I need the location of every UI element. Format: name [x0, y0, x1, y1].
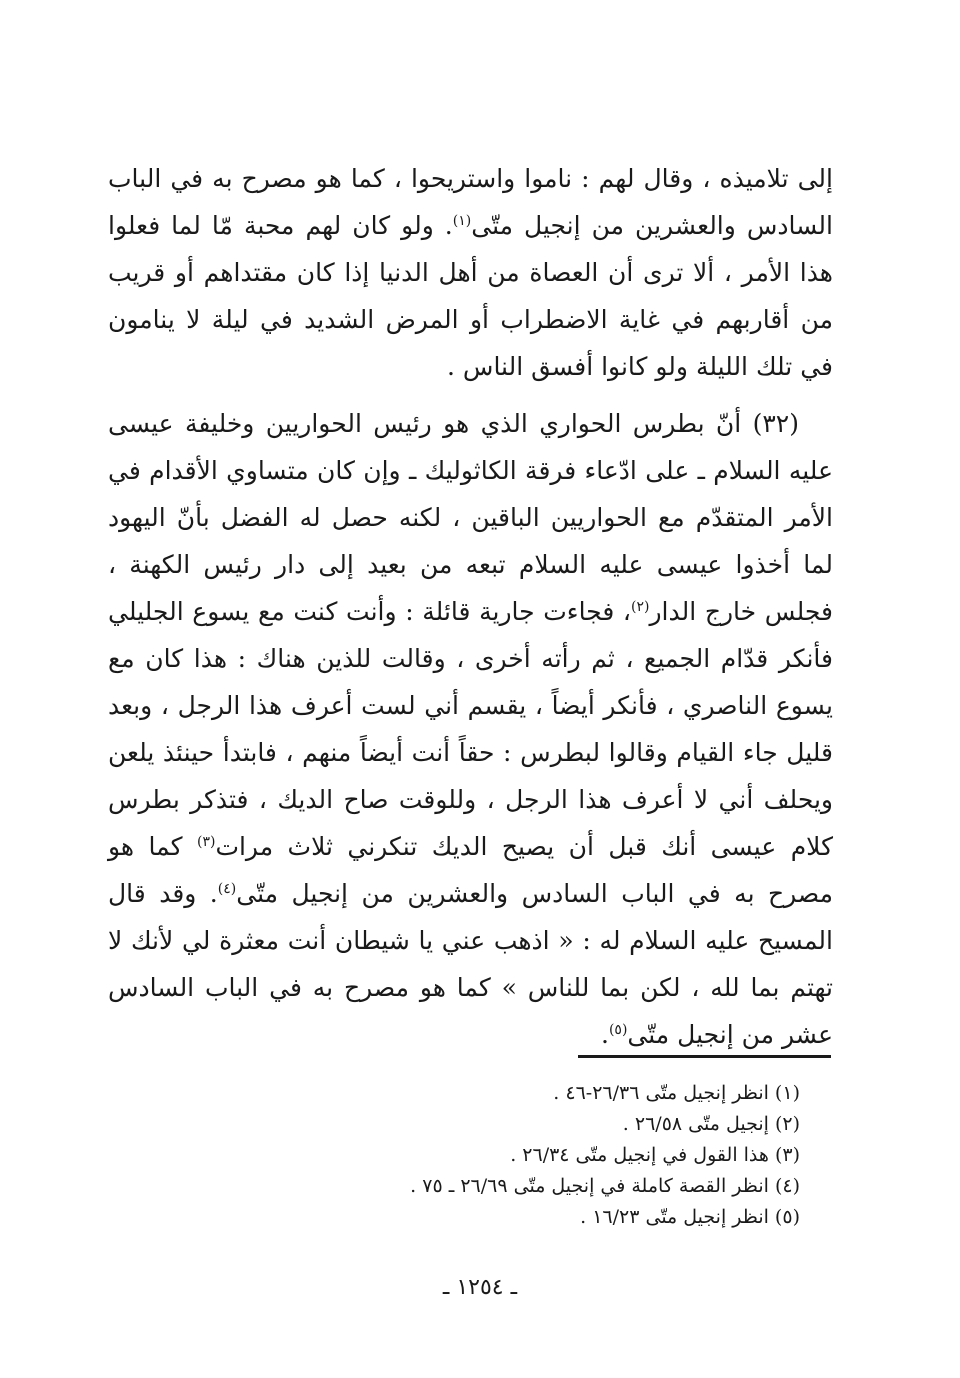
- paragraph-2-text-d: . وقد قال المسيح عليه السلام له : « اذهب عني يا شيطان أنت معثرة لي لأنك لا تهتم بما لله ، لكن بما للناس » كما هو مصرح به في الباب السادس عشر من إنجيل متّى: [108, 879, 833, 1049]
- footnote-separator: [578, 1055, 831, 1058]
- footnote-2: (٢) إنجيل متّى ٢٦/٥٨ .: [622, 1113, 800, 1135]
- footnotes-list: [300, 1078, 800, 1233]
- paragraph-2-end: .: [601, 1020, 609, 1049]
- paragraph-2-text-a: (٣٢) أنّ بطرس الحواري الذي هو رئيس الحواريين وخليفة عيسى عليه السلام ـ على ادّعاء فرقة الكاثوليك ـ وإن كان متساوي الأقدام في الأمر المتقدّم مع الحواريين الباقين ، لكنه حصل له الفضل بأنّ اليهود لما أخذوا عيسى عليه السلام تبعه من بعيد إلى دار رئيس الكهنة ، فجلس خارج الدار: [108, 409, 833, 626]
- page-number: ـ ١٢٥٤ ـ: [442, 1275, 518, 1300]
- footnote-ref-5: (٥): [608, 1022, 628, 1038]
- footnote-ref-4: (٤): [217, 881, 237, 897]
- footnote-3: (٣) هذا القول في إنجيل متّى ٢٦/٣٤ .: [510, 1144, 800, 1166]
- paragraph-1: [108, 155, 833, 390]
- paragraph-2-text-b: ، فجاءت جارية قائلة : وأنت كنت مع يسوع الجليلي فأنكر قدّام الجميع ، ثم رأته أخرى ، وقالت للذين هناك : هذا كان مع يسوع الناصري ، فأنكر أيضاً ، يقسم أني لست أعرف هذا الرجل ، وبعد قليل جاء القيام وقالوا لبطرس : حقاً أنت أيضاً منهم ، فابتدأ حينئذ يلعن ويحلف أني لا أعرف هذا الرجل ، وللوقت صاح الديك ، فتذكر بطرس كلام عيسى أنك قبل أن يصيح الديك تنكرني ثلاث مرات: [108, 597, 833, 861]
- paragraph-1-text-b: . ولو كان لهم محبة مّا لما فعلوا هذا الأمر ، ألا ترى أن العصاة من أهل الدنيا إذا كان مقتداهم أو قريب من أقاربهم في غاية الاضطراب أو المرض الشديد في ليلة لا ينامون في تلك الليلة ولو كانوا أفسق الناس .: [108, 211, 833, 381]
- footnote-4: (٤) انظر القصة كاملة في إنجيل متّى ٢٦/٦٩ ـ ٧٥ .: [410, 1175, 800, 1197]
- paragraph-2: [108, 400, 833, 1058]
- footnote-ref-2: (٢): [631, 599, 650, 615]
- footnote-1: (١) انظر إنجيل متّى ٢٦/٣٦-٤٦ .: [553, 1082, 800, 1104]
- footnote-ref-3: (٣): [196, 834, 216, 850]
- paragraph-1-text-a: إلى تلاميذه ، وقال لهم : ناموا واستريحوا ، كما هو مصرح به في الباب السادس والعشرين من إنجيل متّى: [108, 164, 833, 240]
- footnote-ref-1: (١): [452, 213, 472, 229]
- paragraph-2-text-c: كما هو مصرح به في الباب السادس والعشرين من إنجيل متّى: [108, 832, 833, 908]
- footnote-5: (٥) انظر إنجيل متّى ١٦/٢٣ .: [580, 1206, 800, 1228]
